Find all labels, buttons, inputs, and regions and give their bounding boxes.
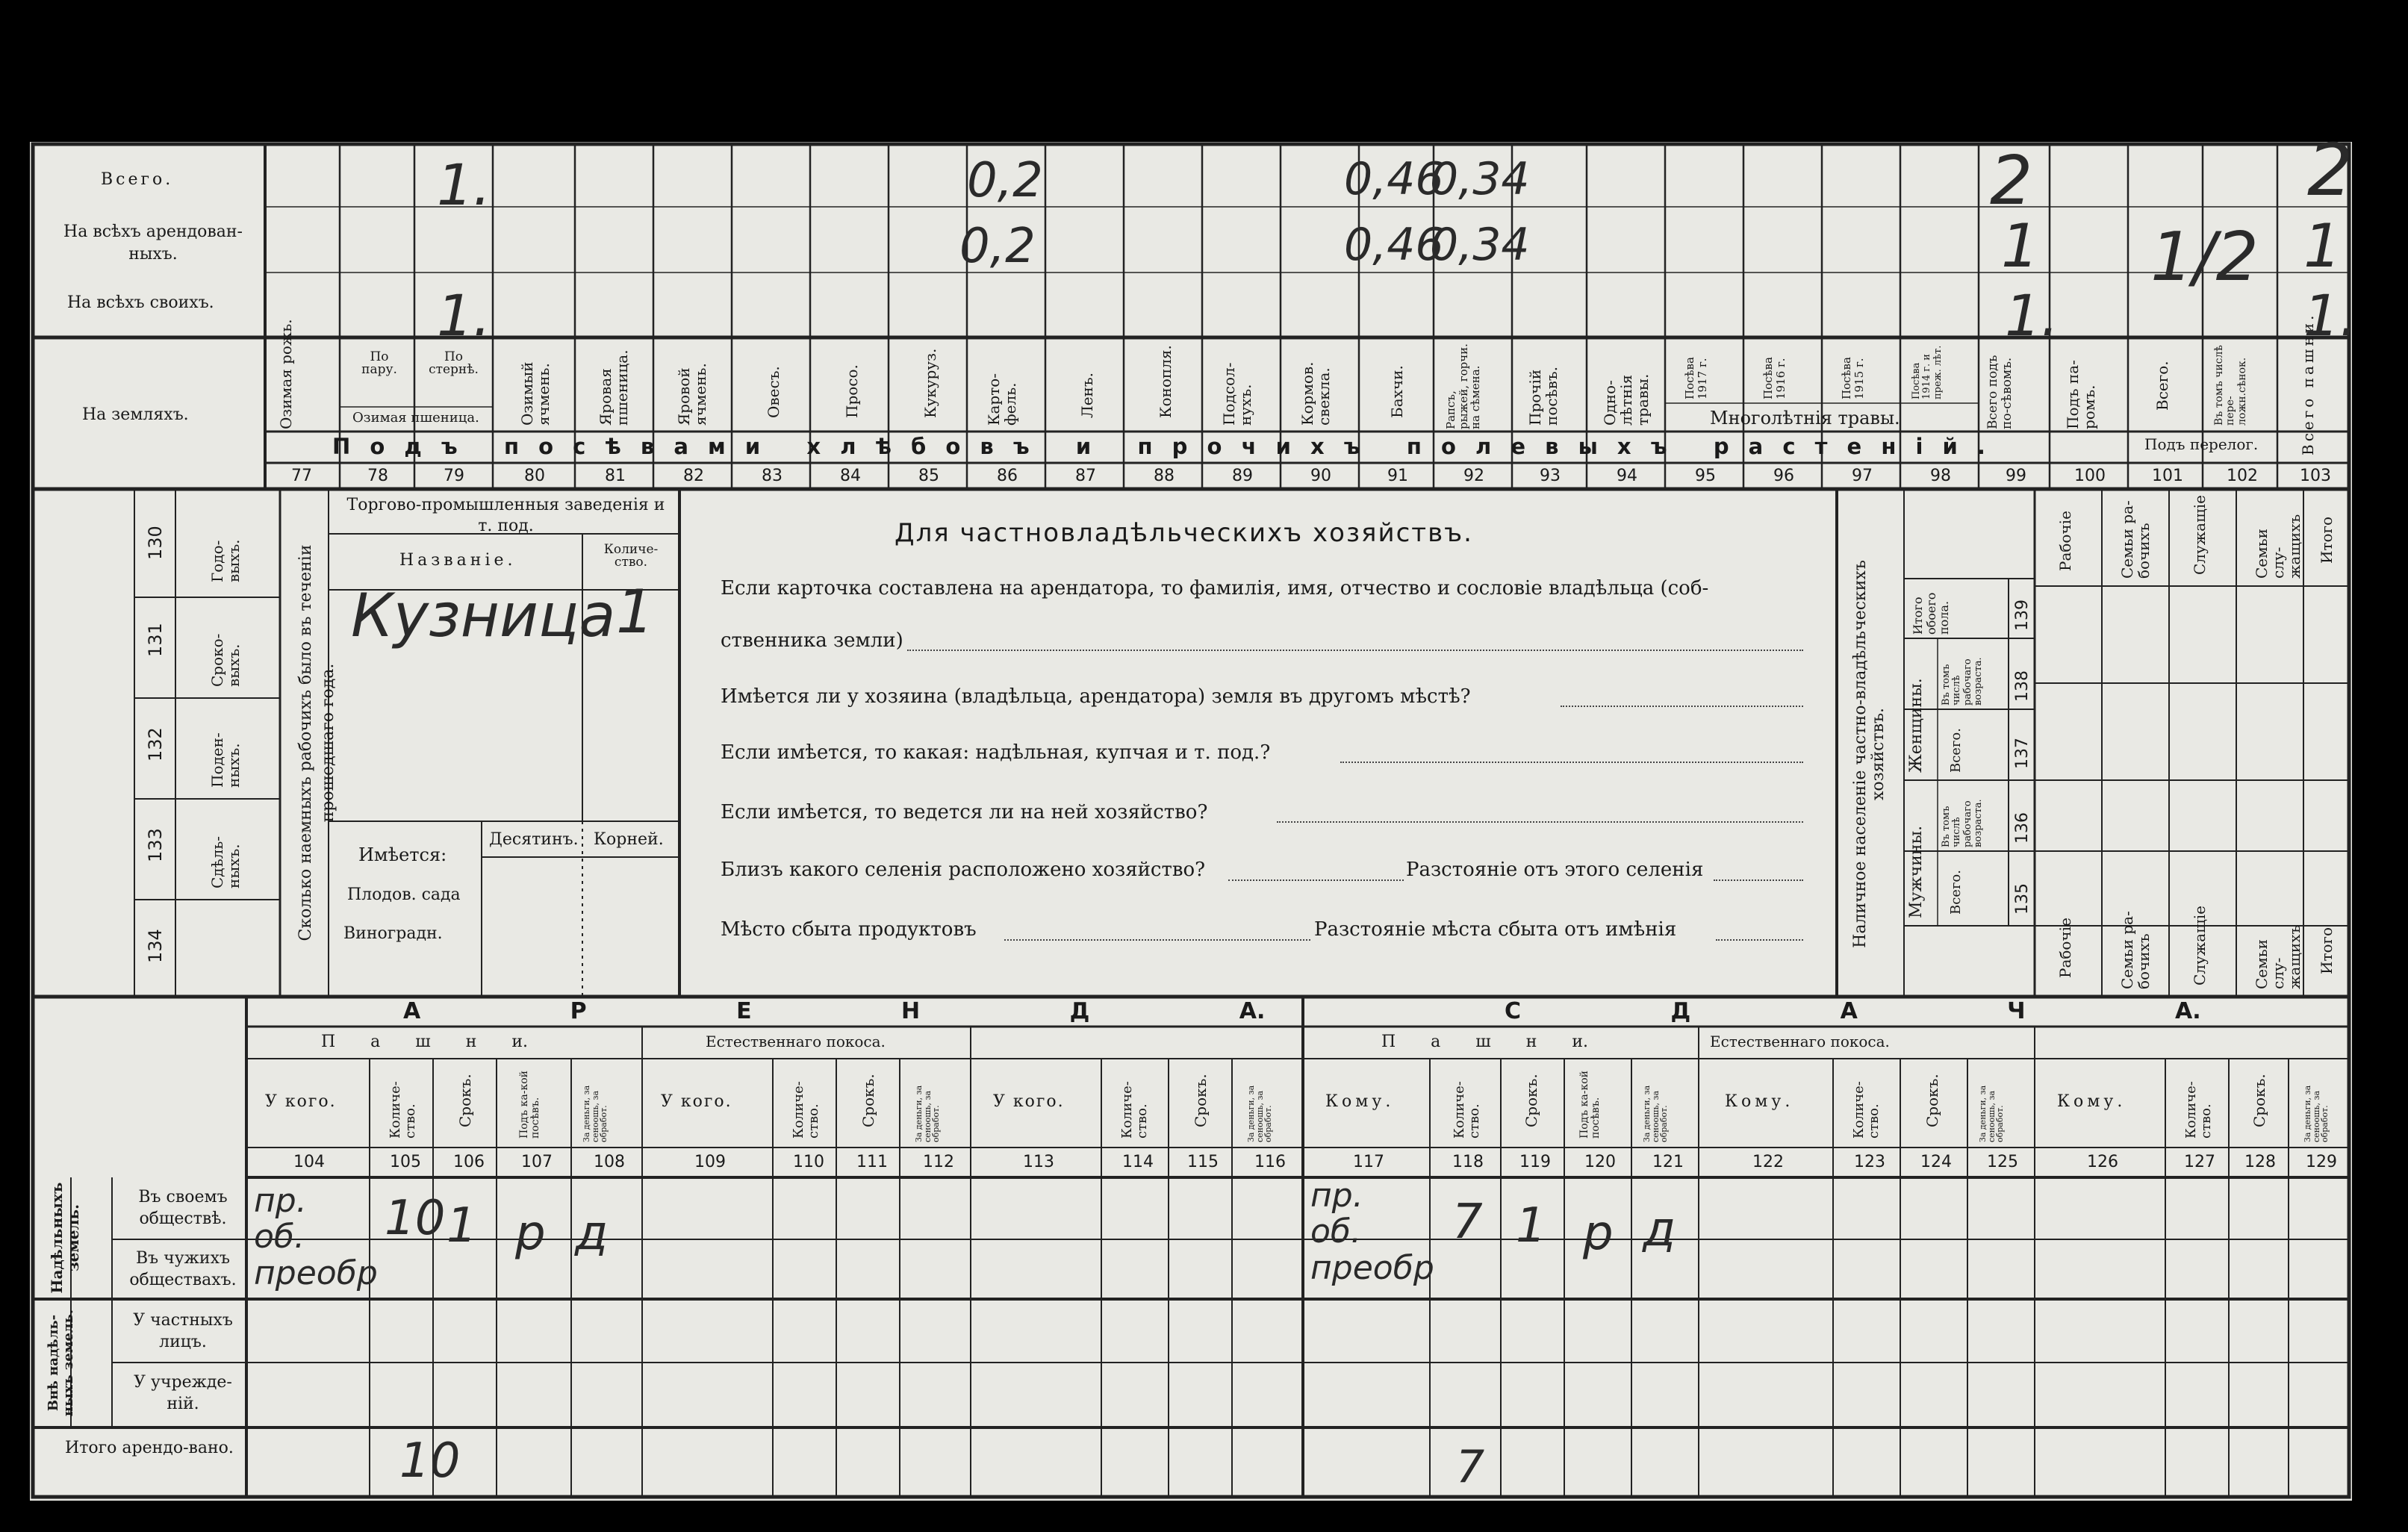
right-col-label: Рабочіе bbox=[2056, 511, 2074, 571]
col-kolichestvo: Количе-ство. bbox=[1452, 1081, 1482, 1139]
label-v-tom-chisle-m: Въ томъ числѣ рабочаго возраста. bbox=[1941, 799, 1984, 847]
col-number: 99 bbox=[2006, 467, 2026, 485]
col-srok: Срокъ. bbox=[859, 1074, 877, 1127]
col-number: 123 bbox=[1854, 1153, 1885, 1171]
col-number: 90 bbox=[1310, 467, 1331, 485]
col-header: Подъ па-ромъ. bbox=[2064, 360, 2098, 429]
col-number: 96 bbox=[1773, 467, 1794, 485]
hw-arend-85: 0,2 bbox=[959, 219, 1036, 274]
col-header: Бахчи. bbox=[1388, 365, 1406, 418]
question-4: Если имѣется, то ведется ли на ней хозяйство? bbox=[721, 801, 1208, 823]
col-header: Ленъ. bbox=[1078, 373, 1096, 418]
col-komu: Кому. bbox=[1725, 1092, 1794, 1111]
col-za-dengi: За деньги, за сеноошь, за обработ. bbox=[1246, 1085, 1274, 1142]
col-header: Въ томъ числѣ пере-ложн.сѣнок. bbox=[2213, 345, 2248, 426]
col-number: 108 bbox=[594, 1153, 625, 1171]
col-number: 94 bbox=[1617, 467, 1637, 485]
hw-vsego-103: 2 bbox=[2307, 128, 2353, 212]
col-header: Конопля. bbox=[1157, 345, 1175, 418]
col-header: Посѣва 1914 г. и преж. лѣт. bbox=[1911, 345, 1944, 399]
col-pod-posev: Подъ ка-кой посѣвъ. bbox=[518, 1071, 542, 1139]
answer-line[interactable] bbox=[907, 650, 1803, 651]
group-perelog: Подъ перелог. bbox=[2144, 435, 2259, 453]
col-number: 89 bbox=[1232, 467, 1253, 485]
row-number: 132 bbox=[145, 727, 166, 762]
pop-number: 139 bbox=[2013, 600, 2032, 631]
right-col-label: Служащіе bbox=[2191, 906, 2209, 985]
col-number: 80 bbox=[524, 467, 545, 485]
right-col-label: Семьи ра-бочихъ bbox=[2118, 911, 2153, 989]
hw-row1-108: д bbox=[575, 1206, 609, 1261]
col-number: 110 bbox=[793, 1153, 824, 1171]
hw-row1-117: пр. об. преобр bbox=[1310, 1177, 1434, 1287]
row-v-chuzhikh: Въ чужихъ обществахъ. bbox=[129, 1249, 237, 1289]
col-header: Кормов. свекла. bbox=[1298, 361, 1333, 426]
label-vsego-zh: Всего. bbox=[1948, 728, 1964, 773]
sdacha-pokos: Естественнаго покоса. bbox=[1710, 1033, 1890, 1050]
sdacha-title: С Д А Ч А. bbox=[1505, 998, 2201, 1024]
label-imeetsya: Имѣется: bbox=[358, 844, 447, 865]
col-number: 113 bbox=[1023, 1153, 1054, 1171]
col-header: Просо. bbox=[843, 364, 861, 418]
question-2: Имѣется ли у хозяина (владѣльца, арендатора) земля въ другомъ мѣстѣ? bbox=[721, 685, 1471, 708]
row-number: 134 bbox=[145, 929, 166, 963]
col-number: 83 bbox=[762, 467, 783, 485]
label-vsego-m: Всего. bbox=[1948, 870, 1964, 915]
pop-number: 136 bbox=[2013, 812, 2032, 844]
hw-row1-119: 1 bbox=[1516, 1198, 1546, 1254]
private-title: Для частновладѣльческихъ хозяйствъ. bbox=[895, 518, 1473, 548]
col-number: 111 bbox=[856, 1153, 888, 1171]
hw-vsego-90: 0,46 bbox=[1344, 153, 1444, 205]
col-number: 87 bbox=[1075, 467, 1096, 485]
right-col-label: Служащіе bbox=[2191, 495, 2209, 575]
right-col-label: Семьи слу-жащихъ bbox=[2253, 924, 2303, 989]
hw-row1-118: 7 bbox=[1452, 1195, 1483, 1250]
row-label-vsego: Всего. bbox=[101, 170, 174, 189]
hw-vsego-91: 0,34 bbox=[1430, 153, 1530, 205]
col-number: 86 bbox=[997, 467, 1018, 485]
col-number: 105 bbox=[390, 1153, 421, 1171]
row-label-svoikh: На всѣхъ своихъ. bbox=[67, 293, 214, 312]
hw-svoikh-78: 1. bbox=[437, 282, 491, 349]
label-korney: Корней. bbox=[594, 830, 664, 849]
col-srok: Срокъ. bbox=[1192, 1074, 1210, 1127]
banner-pod-posevami: Подъ посѣвами хлѣбовъ и прочихъ полевыхъ растеній. bbox=[332, 434, 2006, 459]
answer-line[interactable] bbox=[1561, 706, 1803, 707]
col-number: 106 bbox=[453, 1153, 485, 1171]
col-za-dengi: За деньги, за сеноошь, за обработ. bbox=[2303, 1085, 2330, 1142]
col-kolichestvo: Количе-ство. bbox=[1119, 1081, 1150, 1139]
label-muzhchiny: Мужчины. bbox=[1907, 825, 1926, 918]
question-6b: Разстояніе мѣста сбыта отъ имѣнія bbox=[1314, 918, 1677, 941]
col-number: 117 bbox=[1353, 1153, 1384, 1171]
question-5: Близъ какого селенія расположено хозяйство? bbox=[721, 859, 1206, 881]
col-number: 104 bbox=[293, 1153, 325, 1171]
col-srok: Срокъ. bbox=[1522, 1074, 1540, 1127]
right-col-label: Семьи ра-бочихъ bbox=[2118, 500, 2153, 579]
hw-perelog-mark: 1/2 bbox=[2150, 218, 2259, 296]
hw-row1-121: д bbox=[1643, 1202, 1676, 1257]
col-number: 88 bbox=[1154, 467, 1175, 485]
hw-row1-107: р bbox=[515, 1206, 546, 1261]
pop-number: 137 bbox=[2013, 738, 2032, 769]
hw-row1-104: пр. об. преобр bbox=[254, 1182, 378, 1292]
col-number: 124 bbox=[1920, 1153, 1952, 1171]
col-number: 112 bbox=[923, 1153, 954, 1171]
group-ozimaya-pshenitsa: Озимая пшеница. bbox=[352, 410, 479, 426]
row-number: 133 bbox=[145, 828, 166, 862]
group-vne-nadelnykh: Внѣ надѣль-ныхъ земель. bbox=[46, 1309, 76, 1417]
col-za-dengi: За деньги, за сеноошь, за обработ. bbox=[582, 1085, 609, 1142]
col-srok: Срокъ. bbox=[456, 1074, 474, 1127]
col-header: Озимый ячмень. bbox=[518, 361, 553, 426]
question-1: Если карточка составлена на арендатора, то фамилія, имя, отчество и сословіе владѣльца (соб- bbox=[721, 577, 1709, 600]
col-za-dengi: За деньги, за сеноошь, за обработ. bbox=[914, 1085, 942, 1142]
hw-svoikh-103: 1. bbox=[2303, 282, 2358, 349]
col-kolichestvo: Количе-ство. bbox=[791, 1081, 821, 1139]
col-kolichestvo: Количе-ство. bbox=[2183, 1081, 2214, 1139]
col-number: 79 bbox=[444, 467, 464, 485]
col-number: 129 bbox=[2306, 1153, 2337, 1171]
arenda-title: А Р Е Н Д А. bbox=[403, 998, 1266, 1024]
col-number: 116 bbox=[1254, 1153, 1286, 1171]
col-header: Подсол-нухъ. bbox=[1220, 362, 1254, 426]
row-u-chastnykh: У частныхъ лицъ. bbox=[133, 1311, 233, 1351]
answer-line[interactable] bbox=[1004, 939, 1310, 941]
pop-number: 135 bbox=[2013, 883, 2032, 915]
row-u-uchrezhdeniy: У учрежде-ній. bbox=[134, 1373, 232, 1413]
label-godovykh: Годо-выхъ. bbox=[208, 539, 243, 582]
label-podennykh: Поден-ныхъ. bbox=[208, 732, 243, 788]
label-desyatin: Десятинъ. bbox=[489, 830, 579, 849]
col-number: 121 bbox=[1652, 1153, 1684, 1171]
hw-svoikh-99: 1. bbox=[2005, 282, 2059, 349]
trade-title: Торгово-промышленныя заведенія и т. под. bbox=[346, 496, 665, 535]
col-u-kogo: У кого. bbox=[265, 1092, 337, 1111]
col-kolichestvo: Количе-ство. bbox=[1851, 1081, 1882, 1139]
col-number: 128 bbox=[2244, 1153, 2276, 1171]
col-header: Всего подъ по-сѣвомъ. bbox=[1985, 355, 2015, 429]
col-header: По стернѣ. bbox=[429, 349, 479, 377]
hw-itogo-118: 7 bbox=[1456, 1441, 1485, 1493]
col-number: 122 bbox=[1752, 1153, 1784, 1171]
population-label: Наличное населеніе частно-владѣльческихъ хозяйствъ. bbox=[1851, 560, 1888, 948]
label-v-tom-chisle-zh: Въ томъ числѣ рабочаго возраста. bbox=[1941, 657, 1984, 706]
trade-name-header: Названіе. bbox=[399, 551, 517, 570]
col-kolichestvo: Количе-ство. bbox=[388, 1081, 418, 1139]
answer-line[interactable] bbox=[1714, 879, 1803, 881]
col-komu: Кому. bbox=[2057, 1092, 2127, 1111]
right-col-label: Семьи слу-жащихъ bbox=[2253, 514, 2303, 579]
answer-line[interactable] bbox=[1277, 821, 1803, 823]
hw-vsego-85: 0,2 bbox=[967, 153, 1043, 208]
col-number: 97 bbox=[1852, 467, 1873, 485]
col-za-dengi: За деньги, за сеноошь, за обработ. bbox=[1642, 1085, 1670, 1142]
question-5b: Разстояніе отъ этого селенія bbox=[1406, 859, 1704, 881]
col-number: 118 bbox=[1452, 1153, 1484, 1171]
col-header: Посѣва 1915 г. bbox=[1840, 357, 1866, 399]
col-header: Всего пашни. bbox=[2299, 312, 2317, 455]
hw-zavedenie-name: Кузница bbox=[351, 581, 616, 650]
col-number: 109 bbox=[694, 1153, 726, 1171]
row-label-arendovannykh: На всѣхъ арендован- ныхъ. bbox=[63, 222, 243, 264]
row-number: 130 bbox=[145, 526, 166, 560]
label-sdelnykh: Сдѣль-ныхъ. bbox=[208, 835, 243, 888]
arenda-pokos: Естественнаго покоса. bbox=[706, 1033, 886, 1050]
col-header: Карто-фель. bbox=[985, 373, 1019, 426]
right-col-label: Итого bbox=[2318, 927, 2336, 974]
hw-itogo-105: 10 bbox=[399, 1433, 461, 1489]
col-number: 98 bbox=[1930, 467, 1951, 485]
label-plodov-sada: Плодов. сада bbox=[347, 885, 461, 904]
col-header: Всего. bbox=[2153, 361, 2171, 411]
col-number: 119 bbox=[1519, 1153, 1551, 1171]
col-srok: Срокъ. bbox=[2250, 1074, 2268, 1127]
col-pod-posev: Подъ ка-кой посѣвъ. bbox=[1578, 1071, 1602, 1139]
right-col-label: Рабочіе bbox=[2056, 918, 2074, 978]
row-label-na-zemlyakh: На земляхъ. bbox=[82, 405, 189, 424]
col-number: 114 bbox=[1122, 1153, 1154, 1171]
col-number: 120 bbox=[1584, 1153, 1616, 1171]
col-number: 125 bbox=[1987, 1153, 2018, 1171]
col-za-dengi: За деньги, за сеноошь, за обработ. bbox=[1978, 1085, 2006, 1142]
col-u-kogo: У кого. bbox=[993, 1092, 1065, 1111]
label-itogo-obshego: Итого обоего пола. bbox=[1911, 592, 1952, 635]
group-mnogoletnie: Многолѣтнія травы. bbox=[1710, 408, 1900, 429]
col-number: 78 bbox=[367, 467, 388, 485]
col-header: Посѣва 1916 г. bbox=[1761, 357, 1788, 399]
col-number: 84 bbox=[840, 467, 861, 485]
label-zhenshchiny: Женщины. bbox=[1907, 678, 1926, 773]
group-nadelnykh: Надѣльныхъ земель. bbox=[48, 1182, 82, 1294]
col-number: 107 bbox=[521, 1153, 553, 1171]
col-header: Овесъ. bbox=[765, 366, 783, 418]
col-number: 85 bbox=[918, 467, 939, 485]
col-number: 82 bbox=[683, 467, 704, 485]
row-number: 131 bbox=[145, 623, 166, 657]
col-number: 91 bbox=[1387, 467, 1408, 485]
hw-arend-103: 1 bbox=[2303, 211, 2342, 281]
question-1b: ственника земли) bbox=[721, 629, 903, 652]
col-number: 127 bbox=[2184, 1153, 2215, 1171]
col-number: 92 bbox=[1463, 467, 1484, 485]
row-itogo-arendovano: Итого арендо-вано. bbox=[65, 1439, 234, 1457]
answer-line[interactable] bbox=[1716, 939, 1803, 941]
answer-line[interactable] bbox=[1340, 762, 1803, 763]
hw-vsego-78: 1. bbox=[437, 152, 491, 218]
trade-qty-header: Количе-ство. bbox=[603, 542, 659, 570]
col-number: 101 bbox=[2152, 467, 2183, 485]
hw-zavedenie-qty: 1 bbox=[616, 577, 654, 647]
hw-arend-90: 0,46 bbox=[1344, 219, 1444, 271]
col-u-kogo: У кого. bbox=[661, 1092, 732, 1111]
hw-row1-105: 10 bbox=[385, 1191, 446, 1246]
col-header: Рапсъ, рыжей, горчи. на сѣмена. bbox=[1444, 343, 1482, 429]
answer-line[interactable] bbox=[1228, 879, 1404, 881]
question-6: Мѣсто сбыта продуктовъ bbox=[721, 918, 977, 941]
sdacha-pashni: П а ш н и. bbox=[1381, 1033, 1589, 1051]
col-number: 103 bbox=[2300, 467, 2331, 485]
col-header: Прочій посѣвъ. bbox=[1526, 367, 1561, 426]
label-vinogradn: Виноградн. bbox=[343, 924, 443, 943]
hw-row1-120: р bbox=[1583, 1206, 1614, 1261]
col-header: Яровая пшеница. bbox=[597, 349, 631, 426]
hw-vsego-99: 2 bbox=[1990, 142, 2033, 220]
pop-number: 138 bbox=[2013, 670, 2032, 702]
hw-arend-99: 1 bbox=[2001, 211, 2039, 281]
col-komu: Кому. bbox=[1325, 1092, 1395, 1111]
col-number: 102 bbox=[2227, 467, 2258, 485]
col-number: 77 bbox=[291, 467, 312, 485]
right-col-label: Итого bbox=[2318, 516, 2336, 564]
hw-arend-91: 0,34 bbox=[1430, 219, 1530, 271]
col-header: Посѣва 1917 г. bbox=[1683, 357, 1709, 399]
col-number: 126 bbox=[2087, 1153, 2118, 1171]
col-header: Яровой ячмень. bbox=[675, 363, 709, 426]
arenda-pashni: П а ш н и. bbox=[321, 1033, 529, 1051]
question-3: Если имѣется, то какая: надѣльная, купчая и т. под.? bbox=[721, 741, 1271, 764]
col-header: Кукуруз. bbox=[921, 348, 939, 418]
col-number: 115 bbox=[1187, 1153, 1219, 1171]
col-srok: Срокъ. bbox=[1923, 1074, 1941, 1127]
row-v-svoem: Въ своемъ обществѣ. bbox=[138, 1188, 228, 1228]
label-hired-workers: Сколько наемныхъ рабочихъ было въ теченіи прошедшаго года. bbox=[296, 544, 337, 941]
col-header: Озимая рожь. bbox=[277, 319, 295, 429]
col-header: По пару. bbox=[361, 349, 397, 377]
col-number: 100 bbox=[2074, 467, 2106, 485]
col-number: 93 bbox=[1540, 467, 1561, 485]
col-header: Одно-лѣтнія травы. bbox=[1601, 373, 1652, 426]
col-number: 95 bbox=[1695, 467, 1716, 485]
col-number: 81 bbox=[605, 467, 626, 485]
label-srokovykh: Сроко-выхъ. bbox=[208, 633, 243, 687]
hw-row1-106: 1 bbox=[447, 1198, 477, 1254]
